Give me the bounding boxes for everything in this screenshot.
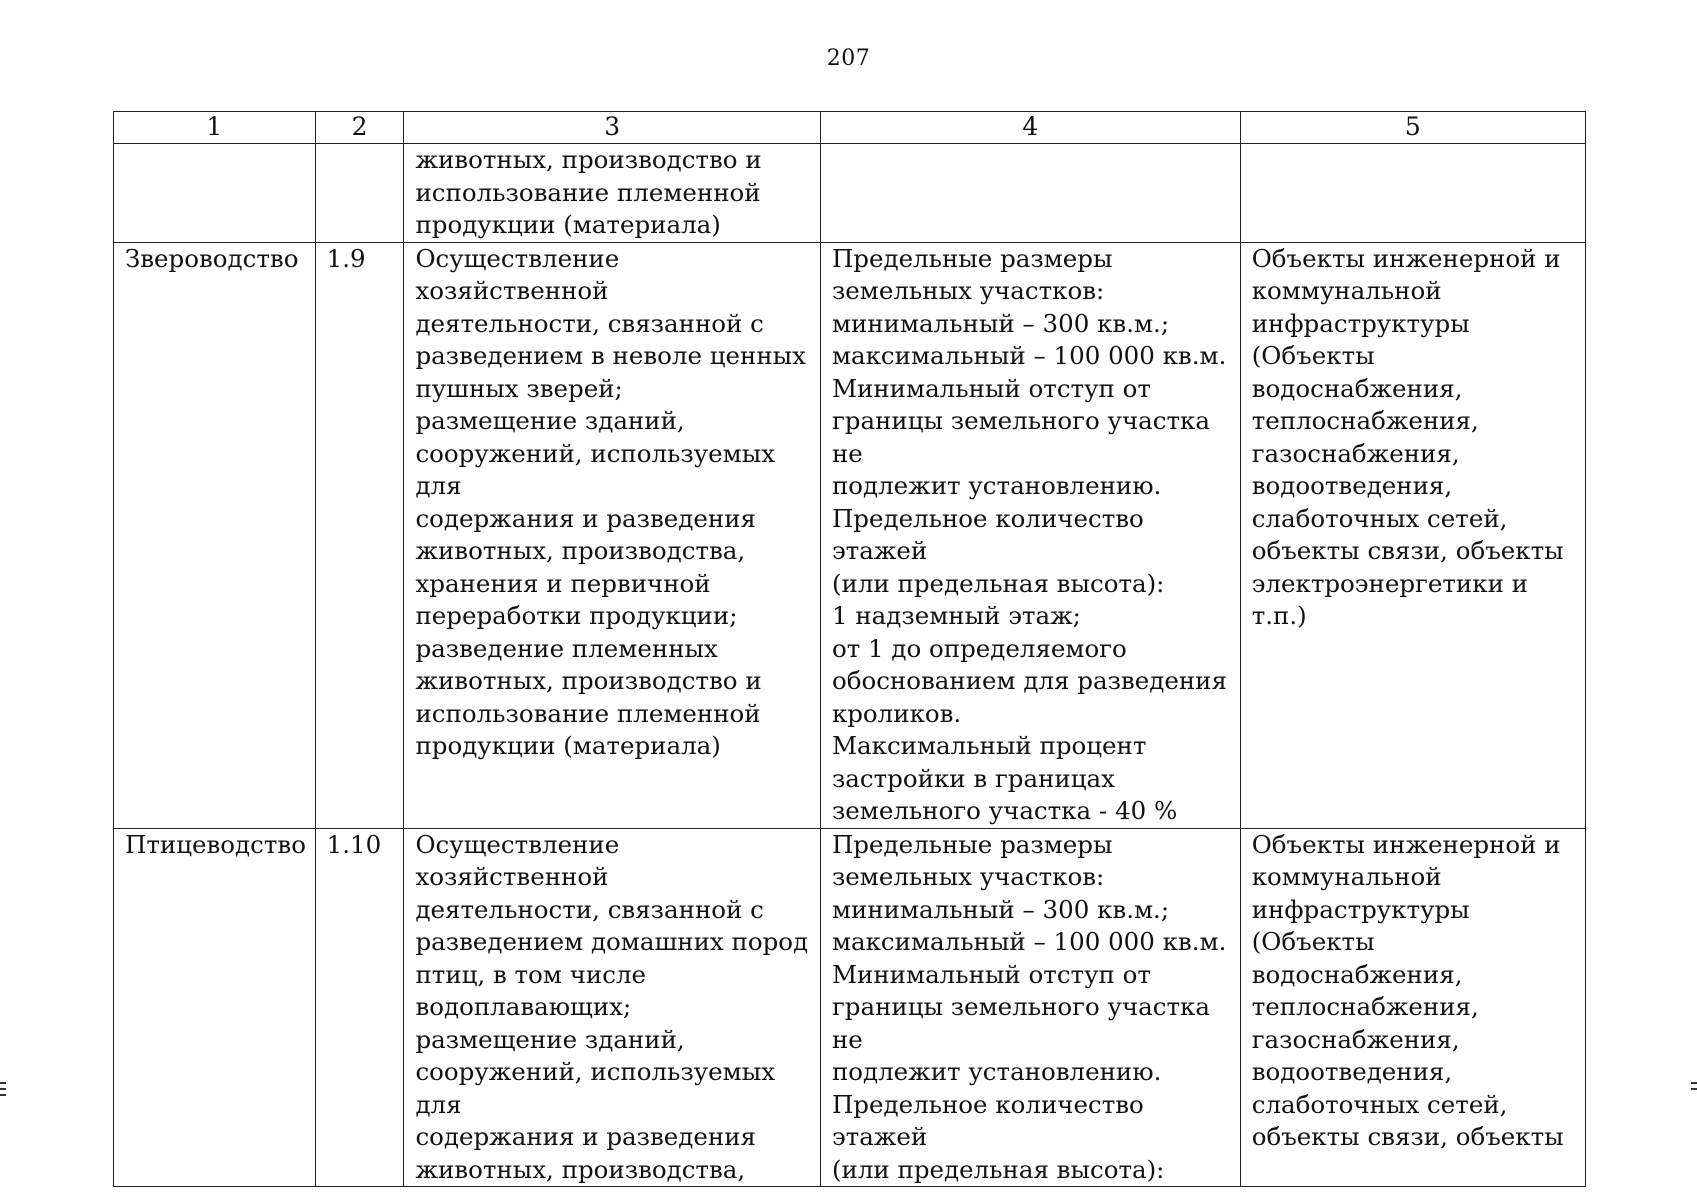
infrastructure-cell: Объекты инженерной и коммунальной инфраструктуры (Объекты водоснабжения, теплоснабжения, газоснабжения, водоотведения, слаботочных сетей, объекты связи, объекты электроэнергетики и т.п.) [1240, 242, 1585, 828]
use-code-cell: 1.10 [315, 828, 404, 1187]
use-description-cell: Осуществление хозяйственной деятельности, связанной с разведением в неволе ценных пушных зверей; размещение зданий, сооружений, используемых для содержания и разведения животных, производства, хранения и первичной переработки продукции; разведение племенных животных, производство и использование племенной продукции (материала) [404, 242, 821, 828]
parameters-cell: Предельные размеры земельных участков: минимальный – 300 кв.м.; максимальный – 100 000 кв.м. Минимальный отступ от границы земельного участка не подлежит установлению. Предельное количество этажей (или предельная высота): 1 надземный этаж; от 1 до определяемого обоснованием для разведения кроликов. Максимальный процент застройки в границах земельного участка - 40 % [820, 242, 1240, 828]
use-name-cell: Звероводство [114, 242, 316, 828]
page-number: 207 [826, 46, 871, 71]
table-row [114, 144, 1586, 243]
table-row [114, 242, 1586, 828]
scan-margin-mark [1691, 1082, 1697, 1084]
column-header-1: 1 [114, 112, 316, 144]
parameters-cell: Предельные размеры земельных участков: минимальный – 300 кв.м.; максимальный – 100 000 кв.м. Минимальный отступ от границы земельного участка не подлежит установлению. Предельное количество этажей (или предельная высота): [820, 828, 1240, 1187]
use-description-cell: животных, производство и использование племенной продукции (материала) [404, 144, 821, 243]
parameters-cell [820, 144, 1240, 243]
infrastructure-cell: Объекты инженерной и коммунальной инфраструктуры (Объекты водоснабжения, теплоснабжения, газоснабжения, водоотведения, слаботочных сетей, объекты связи, объекты [1240, 828, 1585, 1187]
scan-margin-mark [0, 1082, 6, 1084]
column-header-2: 2 [315, 112, 404, 144]
scan-margin-mark [0, 1088, 6, 1090]
table-header-row [114, 112, 1586, 144]
column-header-3: 3 [404, 112, 821, 144]
scan-margin-mark [0, 1094, 6, 1096]
land-use-table [113, 111, 1586, 1187]
column-header-5: 5 [1240, 112, 1585, 144]
use-name-cell: Птицеводство [114, 828, 316, 1187]
use-code-cell: 1.9 [315, 242, 404, 828]
column-header-4: 4 [820, 112, 1240, 144]
use-description-cell: Осуществление хозяйственной деятельности, связанной с разведением домашних пород птиц, в том числе водоплавающих; размещение зданий, сооружений, используемых для содержания и разведения животных, производства, [404, 828, 821, 1187]
use-code-cell [315, 144, 404, 243]
table-row [114, 828, 1586, 1187]
use-name-cell [114, 144, 316, 243]
scan-margin-mark [1691, 1088, 1697, 1090]
infrastructure-cell [1240, 144, 1585, 243]
